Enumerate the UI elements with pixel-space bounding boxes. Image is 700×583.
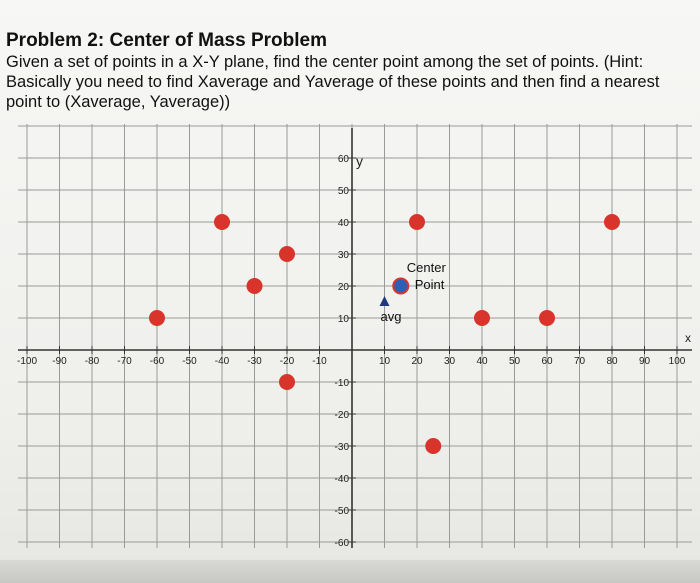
x-tick-label: -30 xyxy=(247,356,262,367)
x-tick-label: 90 xyxy=(638,356,651,367)
average-label: avg xyxy=(380,309,402,324)
data-point xyxy=(474,310,490,326)
center-point-label: Center Point xyxy=(406,260,446,292)
data-point xyxy=(247,278,263,294)
y-tick-label: -40 xyxy=(334,474,349,485)
x-tick-label: -80 xyxy=(84,356,100,367)
bottom-shadow-bar xyxy=(0,560,700,583)
data-point xyxy=(279,374,295,390)
x-tick-label: 70 xyxy=(573,356,586,367)
data-point xyxy=(539,310,555,326)
data-point xyxy=(409,214,425,230)
data-point xyxy=(425,438,441,454)
x-tick-label: 50 xyxy=(508,356,521,367)
data-point xyxy=(149,310,165,326)
data-point xyxy=(214,214,230,230)
problem-text: Given a set of points in a X-Y plane, find the center point among the set of points. (Hint: Basically you need to find Xaverage and Yaverage of these points and then find a nearest point to (Xaverage, Yaverage)) xyxy=(6,53,665,111)
x-tick-label: -20 xyxy=(279,356,295,367)
x-tick-label: -10 xyxy=(312,356,327,367)
x-tick-label: 100 xyxy=(668,356,686,367)
x-tick-label: 80 xyxy=(606,356,618,367)
scatter-chart xyxy=(0,118,700,558)
y-tick-label: -50 xyxy=(334,506,349,517)
y-tick-label: 10 xyxy=(337,314,349,325)
y-tick-label: -10 xyxy=(334,378,349,389)
y-tick-label: -30 xyxy=(334,442,349,453)
y-tick-label: 60 xyxy=(337,154,349,165)
chart-annotations xyxy=(381,260,447,324)
x-tick-label: -100 xyxy=(16,356,38,367)
average-marker xyxy=(380,296,390,306)
y-axis-label: y xyxy=(356,153,363,169)
x-tick-label: -90 xyxy=(52,356,67,367)
problem-title: Problem 2: Center of Mass Problem xyxy=(6,30,327,51)
y-tick-label: 40 xyxy=(337,218,349,229)
chart-axes xyxy=(18,128,692,548)
x-tick-label: 60 xyxy=(541,356,553,367)
y-tick-label: -20 xyxy=(334,410,349,421)
x-tick-label: -50 xyxy=(182,356,197,367)
chart-area xyxy=(0,118,700,558)
data-point xyxy=(604,214,620,230)
x-axis-label: x xyxy=(685,331,691,345)
x-tick-label: -60 xyxy=(149,356,165,367)
x-tick-label: 40 xyxy=(476,356,488,367)
x-tick-label: -70 xyxy=(117,356,132,367)
y-tick-label: 30 xyxy=(337,250,349,261)
x-tick-label: 30 xyxy=(443,356,456,367)
center-point-marker xyxy=(393,279,408,294)
data-point xyxy=(279,246,295,262)
y-tick-label: -60 xyxy=(334,538,349,549)
x-tick-label: 20 xyxy=(411,356,423,367)
x-tick-label: 10 xyxy=(378,356,391,367)
chart-grid xyxy=(18,124,692,548)
y-tick-label: 50 xyxy=(337,186,349,197)
y-tick-label: 20 xyxy=(337,282,349,293)
problem-statement xyxy=(6,30,696,112)
x-tick-label: -40 xyxy=(214,356,230,367)
